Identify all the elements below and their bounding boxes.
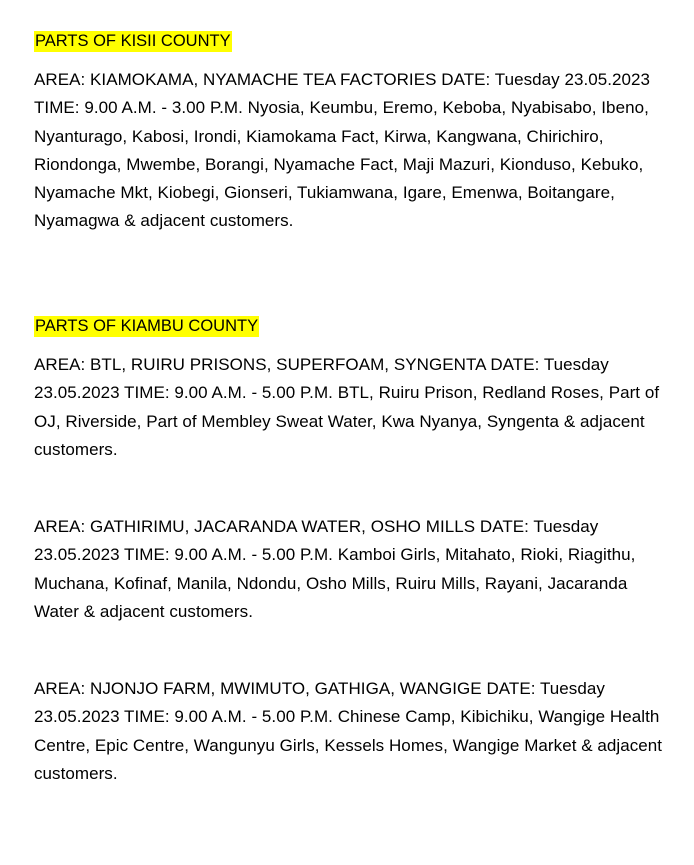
heading-highlight: PARTS OF KISII COUNTY — [35, 32, 231, 50]
county-heading-kiambu — [34, 315, 259, 337]
outage-notice-njonjo-farm: AREA: NJONJO FARM, MWIMUTO, GATHIGA, WANGIGE DATE: Tuesday 23.05.2023 TIME: 9.00 A.M. - 5.00 P.M. Chinese Camp, Kibichiku, Wangige Health Centre, Epic Centre, Wangunyu Girls, Kessels Homes, Wangige Market & adjacent customers. — [34, 679, 663, 783]
heading-highlight: PARTS OF KIAMBU COUNTY — [35, 317, 259, 335]
county-heading-kisii — [34, 30, 232, 52]
outage-notice-gathirimu: AREA: GATHIRIMU, JACARANDA WATER, OSHO MILLS DATE: Tuesday 23.05.2023 TIME: 9.00 A.M. - 5.00 P.M. Kamboi Girls, Mitahato, Rioki, Riagithu, Muchana, Kofinaf, Manila, Ndondu, Osho Mills, Ruiru Mills, Rayani, Jacaranda Water & adjacent customers. — [34, 517, 636, 621]
outage-notice-kiamokama: AREA: KIAMOKAMA, NYAMACHE TEA FACTORIES DATE: Tuesday 23.05.2023 TIME: 9.00 A.M. - 3.00 P.M. Nyosia, Keumbu, Eremo, Keboba, Nyabisabo, Ibeno, Nyanturago, Kabosi, Irondi, Kiamokama Fact, Kirwa, Kangwana, Chirichiro, Riondonga, Mwembe, Borangi, Nyamache Fact, Maji Mazuri, Kionduso, Kebuko, Nyamache Mkt, Kiobegi, Gionseri, Tukiamwana, Igare, Emenwa, Boitangare, Nyamagwa & adjacent customers. — [34, 70, 651, 231]
outage-notice-btl: AREA: BTL, RUIRU PRISONS, SUPERFOAM, SYNGENTA DATE: Tuesday 23.05.2023 TIME: 9.00 A.M. - 5.00 P.M. BTL, Ruiru Prison, Redland Roses, Part of OJ, Riverside, Part of Membley Sweat Water, Kwa Nyanya, Syngenta & adjacent customers. — [34, 355, 660, 459]
